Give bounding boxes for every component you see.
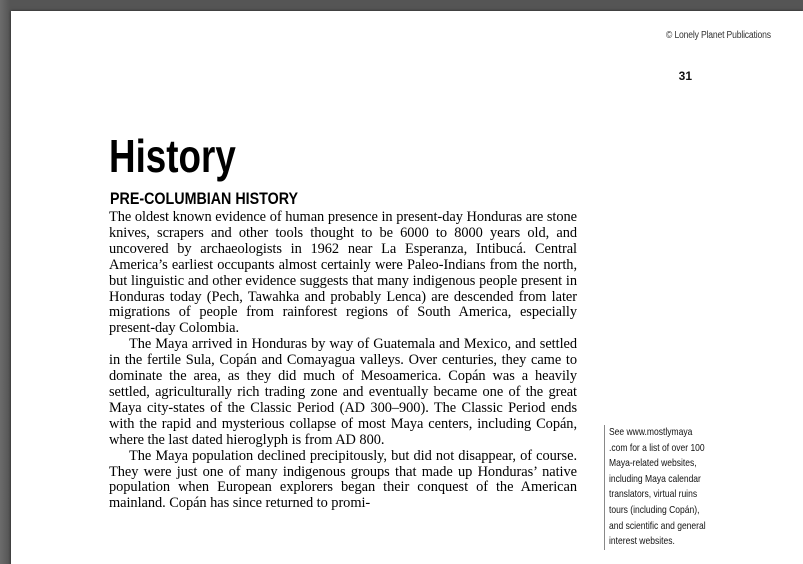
margin-note-line: See www.mostlymaya	[609, 427, 693, 438]
chapter-title: History	[109, 130, 236, 182]
margin-note-line: interest websites.	[609, 536, 675, 548]
paragraph-2: The Maya arrived in Honduras by way of Guatemala and Mexico, and settled in the fertile Sula, Copán and Comayagua valleys. Over centuries, they came to dominate the area, as they did much of Mesoamerica. Copán was a heavily settled, agriculturally rich trading zone and eventually became one of the great Maya city-states of the Classic Period (AD 300–900). The Classic Period ends with the rapid and mysterious collapse of most Maya centers, including Copán, where the last dated hieroglyph is from AD 800.	[109, 336, 577, 448]
paragraph-1: The oldest known evidence of human presence in present-day Honduras are stone knives, scrapers and other tools thought to be 6000 to 8000 years old, and uncovered by archaeologists in 1962 near La Esperanza, Intibucá. Central America’s earliest occupants almost certainly were Paleo-Indians from the north, but linguistic and other evidence suggests that many indigenous people present in Honduras today (Pech, Tawahka and probably Lenca) are descended from later migrations of people from rainforest regions of South America, especially present-day Colombia.	[109, 209, 577, 337]
margin-note-line: Maya-related websites,	[609, 458, 697, 470]
margin-note	[604, 425, 721, 550]
margin-note-line: including Maya calendar	[609, 473, 701, 485]
copyright-notice: © Lonely Planet Publications	[666, 30, 771, 41]
margin-note-line: tours (including Copán),	[609, 504, 700, 516]
page-number: 31	[678, 69, 692, 83]
margin-note-line: translators, virtual ruins	[609, 489, 698, 501]
margin-note-line: and scientific and general	[609, 520, 706, 532]
paragraph-3: The Maya population declined precipitously, but did not disappear, of course. They were just one of many indigenous groups that made up Honduras’ native population when European explorers began their conquest of the American mainland. Copán has since returned to promi-	[109, 447, 577, 512]
body-text	[109, 210, 577, 512]
document-page	[11, 11, 803, 564]
margin-note-line: .com for a list of over 100	[609, 442, 705, 454]
section-heading: PRE-COLUMBIAN HISTORY	[110, 189, 299, 208]
